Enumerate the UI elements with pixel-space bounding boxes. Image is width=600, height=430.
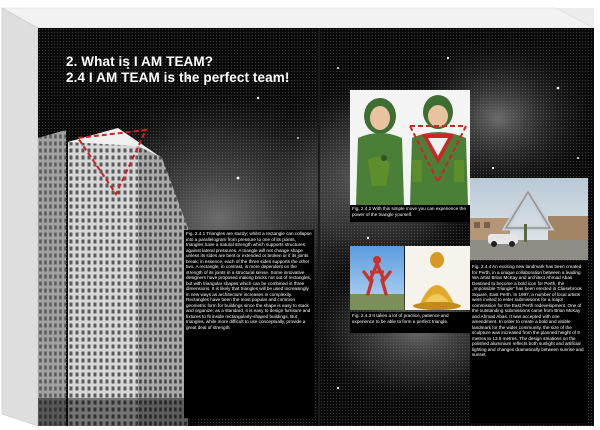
page-spine: [318, 28, 320, 426]
caption-fig-2-4-2: Fig. 2.4.2 With this simple move you can experience the power of the triangle yourself.: [350, 205, 470, 222]
yoga-figure-photo: [350, 246, 404, 310]
subsection-heading: 2.4 I AM TEAM is the perfect team!: [66, 70, 290, 85]
boy-hoodie-photo: [350, 90, 470, 205]
book-spread: [38, 28, 594, 426]
caption-fig-2-4-4: Fig. 2.4.4 An exciting new landmark has been created for Perth, in a unique collaboration between a leading WA artist Brian McKay and architect Ahmad Abas. Destined to become a bold icon for Perth, the „Impossible Triangle“ has been erected in Claisebrook Square, East Perth. In 1997, a number of local artists were invited to enter submissions for a major commission for the East Perth redevelopment. One of the outstanding submissions came from Brian McKay and Ahmad Abas. It was accepted with one amendment. In order to create a bold and visible landmark for the wider community, the size of the sculpture was increased from the planned height of 9 metres to 13.5 metres. The design striations on the polished aluminium reflects both sunlight and artificial lighting and changes dramatically between sunrise and sunset.: [470, 263, 588, 423]
box-top-face: [0, 0, 600, 30]
flatiron-building-photo: [38, 98, 198, 426]
caption-fig-2-4-3: Fig. 2.4.3 It takes a lot of practice, patience and experience to be able to form a perfect triangle.: [350, 312, 470, 333]
section-heading: 2. What is I AM TEAM?: [66, 54, 214, 69]
caption-fig-2-4-1: Fig. 2.4.1 Triangles are sturdy; whilst a rectangle can collapse into a parallelogram from pressure to one of its points, triangles have a natural strength which supports structures against lateral pressures. A triangle will not change shape unless its sides are bent or extended or broken or if its joints break; in essence, each of the three sides supports the other two. A rectangle, in contrast, is more dependent on the strength of its joints in a structural sense. Some innovative designers have proposed making bricks not out of rectangles, but with triangular shapes which can be combined in three dimensions. It is likely that triangles will be used increasingly in new ways as architecture increases in complexity. Rectangles have been the most popular and common geometric form for buildings since the shape is easy to stack and organize; as a standard, it is easy to design furniture and fixtures to fit inside rectangularly-shaped buildings. But triangles, while more difficult to use conceptually, provide a great deal of strength.: [184, 230, 314, 418]
impossible-triangle-photo: [470, 178, 588, 260]
golden-buddha-photo: [405, 246, 470, 310]
